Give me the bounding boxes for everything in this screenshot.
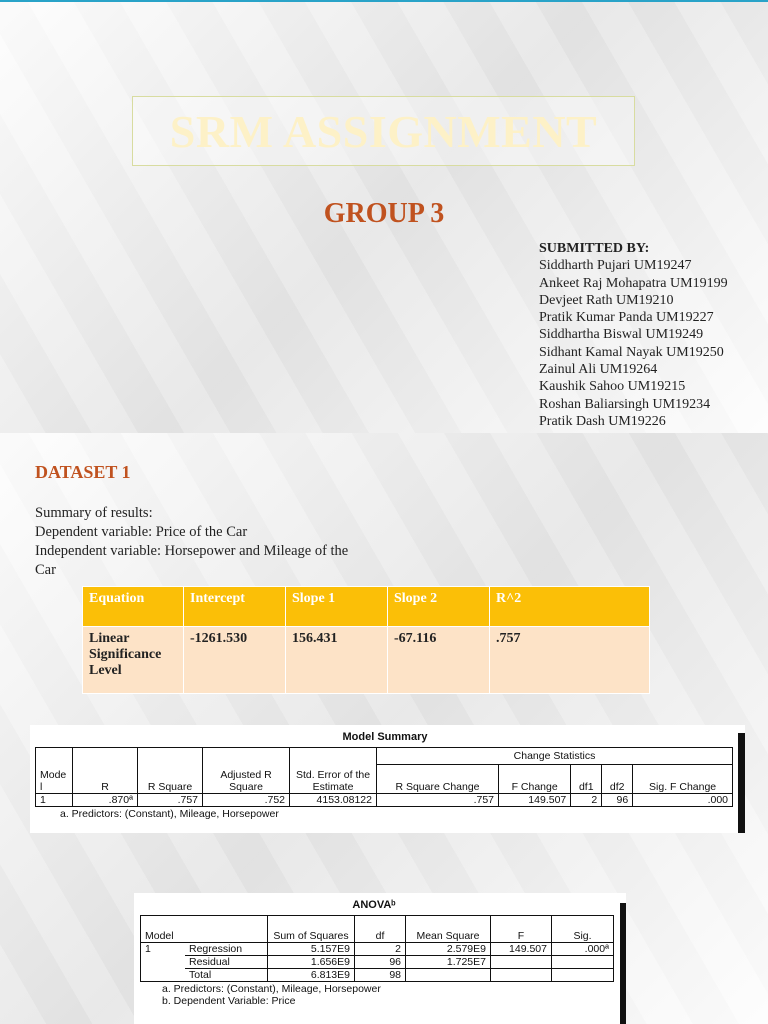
header-cell: R [73, 748, 138, 794]
table-cell: .757 [377, 794, 499, 807]
anova-output [134, 893, 626, 1024]
table-row [83, 627, 650, 694]
member-name: Zainul Ali UM19264 [539, 362, 658, 378]
table-row [36, 794, 733, 807]
table-cell: 1.725E7 [406, 956, 491, 969]
summary-text [35, 504, 395, 580]
table-row [141, 943, 614, 956]
anova-caption: ANOVAᵇ [352, 899, 396, 911]
table-cell [491, 969, 552, 982]
table-cell [552, 956, 614, 969]
table-cell: .000 [633, 794, 733, 807]
header-cell: F [491, 916, 552, 943]
table-cell: -1261.530 [184, 627, 286, 694]
table-cell: 6.813E9 [268, 969, 355, 982]
table-cell [406, 969, 491, 982]
header-cell [185, 916, 268, 943]
table-cell: Residual [185, 956, 268, 969]
table-cell: 1 [141, 943, 186, 982]
table-cell: .752 [203, 794, 290, 807]
table-cell: 1.656E9 [268, 956, 355, 969]
table-footnote: a. Predictors: (Constant), Mileage, Horsepower [162, 983, 381, 995]
shadow [620, 903, 626, 1024]
header-cell: Sig. [552, 916, 614, 943]
model-summary-caption: Model Summary [342, 731, 428, 743]
table-cell: 149.507 [491, 943, 552, 956]
table-header-row [83, 587, 650, 627]
table-cell [552, 969, 614, 982]
header-cell: Intercept [184, 587, 286, 627]
member-name: Devjeet Rath UM19210 [539, 292, 674, 308]
model-summary-table [35, 747, 733, 807]
table-cell: Linear Significance Level [83, 627, 184, 694]
table-cell: 5.157E9 [268, 943, 355, 956]
table-cell: -67.116 [388, 627, 490, 694]
header-cell: Slope 1 [286, 587, 388, 627]
header-cell: df [355, 916, 406, 943]
summary-line: Car [35, 562, 56, 578]
table-cell: 98 [355, 969, 406, 982]
table-cell [491, 956, 552, 969]
header-cell: Std. Error of the Estimate [290, 748, 377, 794]
anova-table [140, 915, 614, 982]
summary-line: Independent variable: Horsepower and Mileage of the [35, 543, 349, 559]
member-name: Pratik Kumar Panda UM19227 [539, 310, 714, 326]
table-cell: 156.431 [286, 627, 388, 694]
table-cell: 2.579E9 [406, 943, 491, 956]
header-cell: df1 [571, 765, 602, 794]
member-name: Kaushik Sahoo UM19215 [539, 379, 686, 395]
slide-title: SRM ASSIGNMENT [169, 105, 598, 157]
table-footnote: b. Dependent Variable: Price [162, 995, 296, 1007]
table-footnote: a. Predictors: (Constant), Mileage, Horsepower [60, 808, 279, 820]
member-name: Ankeet Raj Mohapatra UM19199 [539, 275, 728, 291]
table-cell: 4153.08122 [290, 794, 377, 807]
header-cell: Equation [83, 587, 184, 627]
table-cell: 1 [36, 794, 73, 807]
model-summary-output [30, 725, 745, 833]
table-cell: Regression [185, 943, 268, 956]
header-cell: R Square Change [377, 765, 499, 794]
title-box [132, 96, 635, 166]
submitted-by-label: SUBMITTED BY: [539, 241, 650, 256]
header-cell: df2 [602, 765, 633, 794]
summary-line: Summary of results: [35, 505, 153, 521]
table-cell: Total [185, 969, 268, 982]
header-cell: R^2 [490, 587, 650, 627]
header-cell: F Change [499, 765, 571, 794]
table-cell: 149.507 [499, 794, 571, 807]
member-name: Pratik Dash UM19226 [539, 413, 666, 429]
table-cell: .757 [490, 627, 650, 694]
title-slide [0, 0, 768, 434]
table-cell: .757 [138, 794, 203, 807]
header-cell: Sig. F Change [633, 765, 733, 794]
dataset-slide [0, 433, 768, 1024]
table-cell: .870ª [73, 794, 138, 807]
header-cell: Model [141, 916, 186, 943]
member-name: Siddhartha Biswal UM19249 [539, 327, 704, 343]
table-row [141, 956, 614, 969]
dataset-title: DATASET 1 [35, 462, 131, 482]
group-heading: GROUP 3 [323, 198, 445, 229]
header-cell: R Square [138, 748, 203, 794]
table-cell: 96 [355, 956, 406, 969]
table-cell: .000ª [552, 943, 614, 956]
header-cell: Slope 2 [388, 587, 490, 627]
change-stats-header: Change Statistics [377, 748, 733, 765]
header-cell: Adjusted R Square [203, 748, 290, 794]
header-cell: Sum of Squares [268, 916, 355, 943]
table-cell: 2 [571, 794, 602, 807]
table-cell: 2 [355, 943, 406, 956]
member-name: Siddharth Pujari UM19247 [539, 258, 692, 274]
member-name: Sidhant Kamal Nayak UM19250 [539, 344, 724, 360]
member-name: Roshan Baliarsingh UM19234 [539, 396, 711, 412]
header-cell: Mean Square [406, 916, 491, 943]
equation-table [82, 586, 650, 694]
table-row [141, 969, 614, 982]
header-cell: Mode l [36, 748, 73, 794]
table-cell: 96 [602, 794, 633, 807]
summary-line: Dependent variable: Price of the Car [35, 524, 248, 540]
shadow [738, 733, 745, 833]
submitted-by-list [539, 240, 728, 430]
